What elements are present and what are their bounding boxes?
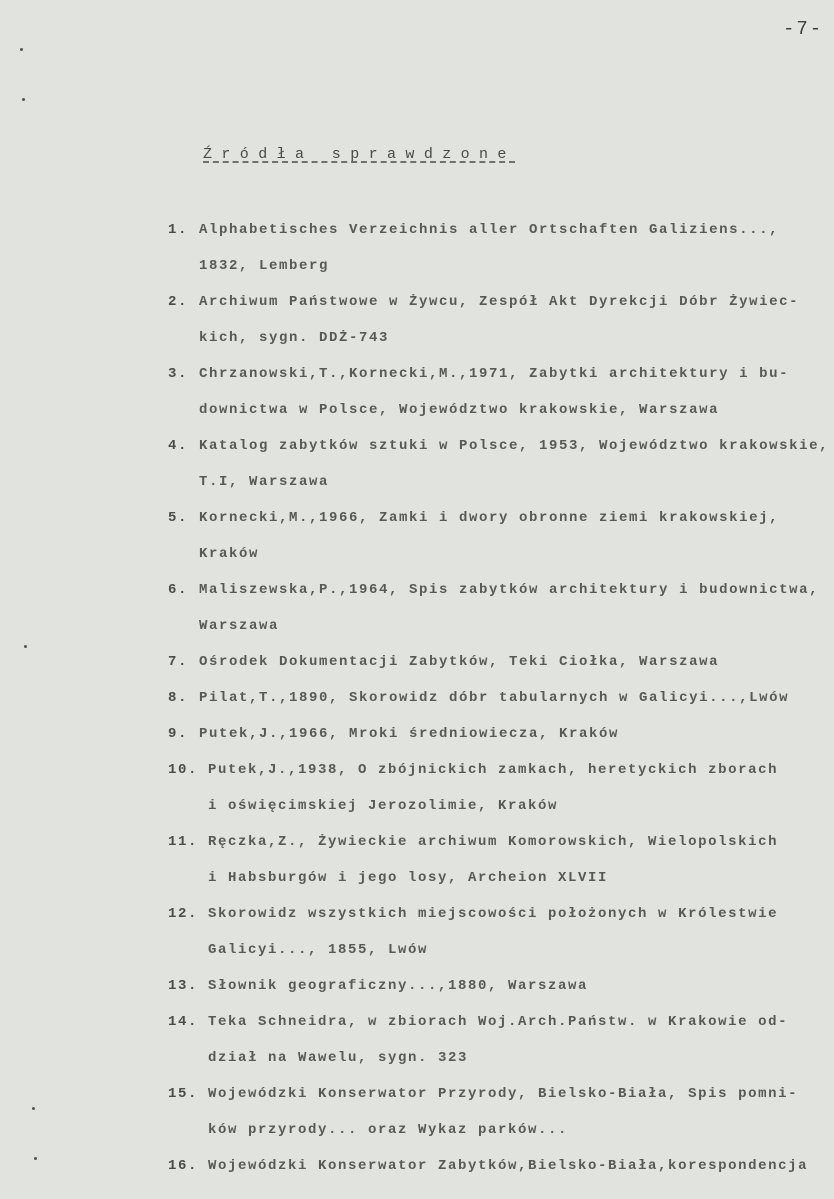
source-number: 9. [168, 726, 189, 742]
source-text: Katalog zabytków sztuki w Polsce, 1953, Województwo krakowskie, [199, 438, 830, 454]
source-text: Kraków [199, 546, 260, 562]
source-text: downictwa w Polsce, Województwo krakowskie, Warszawa [199, 402, 720, 418]
source-text: Archiwum Państwowe w Żywcu, Zespół Akt Dyrekcji Dóbr Żywiec- [199, 294, 800, 310]
source-number: 15. [168, 1086, 199, 1102]
source-line [168, 284, 828, 320]
source-text: Wojewódzki Konserwator Zabytków,Bielsko-Biała,korespondencja [208, 1158, 809, 1174]
source-continuation-line [168, 464, 828, 500]
source-continuation-line [168, 392, 828, 428]
source-text: Galicyi..., 1855, Lwów [208, 942, 429, 958]
page-number: -7- [783, 18, 824, 40]
source-number: 7. [168, 654, 189, 670]
paper-speck [20, 48, 23, 51]
source-text: Warszawa [199, 618, 280, 634]
source-text: Ośrodek Dokumentacji Zabytków, Teki Ciołka, Warszawa [199, 654, 720, 670]
section-title: Źródła sprawdzone [203, 146, 516, 163]
source-text: Chrzanowski,T.,Kornecki,M.,1971, Zabytki architektury i bu- [199, 366, 790, 382]
source-item [168, 752, 828, 824]
source-continuation-line [168, 248, 828, 284]
source-text: Alphabetisches Verzeichnis aller Ortschaften Galiziens..., [199, 222, 780, 238]
source-item [168, 284, 828, 356]
source-number: 8. [168, 690, 189, 706]
source-continuation-line [168, 1040, 828, 1076]
source-text: Putek,J.,1938, O zbójnickich zamkach, heretyckich zborach [208, 762, 779, 778]
source-text: Skorowidz wszystkich miejscowości położonych w Królestwie [208, 906, 779, 922]
source-continuation-line [168, 320, 828, 356]
source-number: 3. [168, 366, 189, 382]
paper-speck [32, 1107, 35, 1110]
source-item [168, 680, 828, 716]
source-item [168, 1076, 828, 1148]
source-line [168, 1148, 828, 1184]
source-item [168, 896, 828, 968]
source-item [168, 572, 828, 644]
source-text: kich, sygn. DDŻ-743 [199, 330, 390, 346]
source-line [168, 356, 828, 392]
source-line [168, 500, 828, 536]
source-line [168, 716, 828, 752]
source-text: 1832, Lemberg [199, 258, 330, 274]
source-line [168, 644, 828, 680]
source-text: T.I, Warszawa [199, 474, 330, 490]
source-number: 2. [168, 294, 189, 310]
source-number: 5. [168, 510, 189, 526]
source-number: 1. [168, 222, 189, 238]
source-item [168, 356, 828, 428]
source-text: ków przyrody... oraz Wykaz parków... [208, 1122, 569, 1138]
source-line [168, 824, 828, 860]
source-text: i Habsburgów i jego losy, Archeion XLVII [208, 870, 609, 886]
source-continuation-line [168, 788, 828, 824]
source-text: Teka Schneidra, w zbiorach Woj.Arch.Państw. w Krakowie od- [208, 1014, 789, 1030]
paper-speck [24, 645, 27, 648]
source-item [168, 212, 828, 284]
source-number: 11. [168, 834, 199, 850]
source-item [168, 824, 828, 896]
source-number: 10. [168, 762, 199, 778]
source-item [168, 500, 828, 572]
source-number: 4. [168, 438, 189, 454]
source-continuation-line [168, 932, 828, 968]
source-text: Ręczka,Z., Żywieckie archiwum Komorowskich, Wielopolskich [208, 834, 779, 850]
source-item [168, 1148, 828, 1184]
source-item [168, 716, 828, 752]
source-line [168, 1004, 828, 1040]
source-number: 12. [168, 906, 199, 922]
source-continuation-line [168, 536, 828, 572]
source-number: 13. [168, 978, 199, 994]
source-line [168, 968, 828, 1004]
source-number: 6. [168, 582, 189, 598]
source-number: 16. [168, 1158, 199, 1174]
source-text: Pilat,T.,1890, Skorowidz dóbr tabularnych w Galicyi...,Lwów [199, 690, 790, 706]
source-text: Wojewódzki Konserwator Przyrody, Bielsko-Biała, Spis pomni- [208, 1086, 799, 1102]
source-continuation-line [168, 1112, 828, 1148]
source-text: Putek,J.,1966, Mroki średniowiecza, Kraków [199, 726, 620, 742]
source-item [168, 1004, 828, 1076]
source-text: i oświęcimskiej Jerozolimie, Kraków [208, 798, 559, 814]
source-line [168, 212, 828, 248]
source-text: Słownik geograficzny...,1880, Warszawa [208, 978, 589, 994]
source-line [168, 896, 828, 932]
source-item [168, 644, 828, 680]
source-continuation-line [168, 860, 828, 896]
source-line [168, 572, 828, 608]
paper-speck [34, 1157, 37, 1160]
source-line [168, 752, 828, 788]
paper-speck [22, 98, 25, 101]
source-line [168, 428, 828, 464]
source-number: 14. [168, 1014, 199, 1030]
source-item [168, 968, 828, 1004]
sources-list [168, 212, 828, 1184]
source-continuation-line [168, 608, 828, 644]
source-text: Kornecki,M.,1966, Zamki i dwory obronne ziemi krakowskiej, [199, 510, 780, 526]
source-item [168, 428, 828, 500]
source-line [168, 1076, 828, 1112]
source-text: Maliszewska,P.,1964, Spis zabytków architektury i budownictwa, [199, 582, 820, 598]
source-line [168, 680, 828, 716]
source-text: dział na Wawelu, sygn. 323 [208, 1050, 469, 1066]
